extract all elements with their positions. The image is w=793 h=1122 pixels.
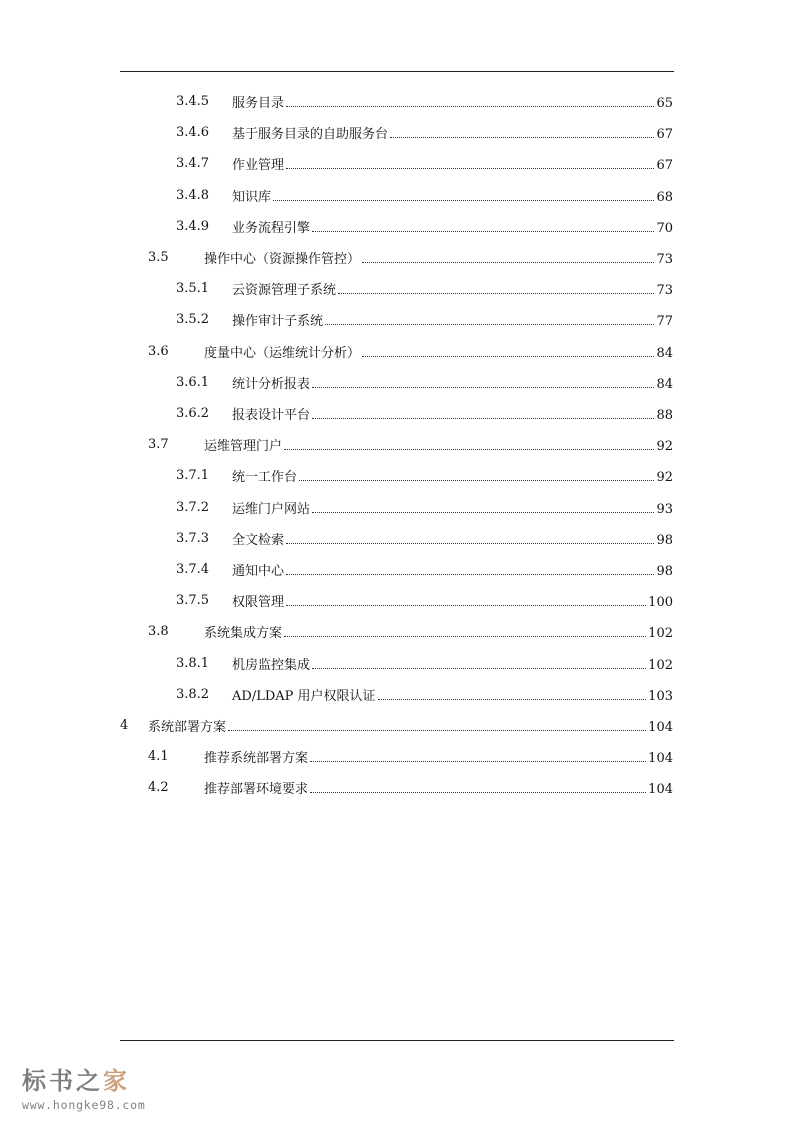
toc-entry-line bbox=[232, 497, 673, 521]
toc-entry-line bbox=[204, 746, 673, 770]
toc-entry-title: 推荐部署环境要求 bbox=[204, 782, 309, 798]
toc-entry-title: 云资源管理子系统 bbox=[232, 283, 337, 299]
toc-entry-page: 102 bbox=[648, 657, 673, 673]
toc-entry[interactable] bbox=[0, 590, 793, 612]
toc-entry-line bbox=[232, 153, 673, 177]
toc-entry-page: 67 bbox=[656, 127, 673, 143]
toc-entry-page: 73 bbox=[656, 252, 673, 267]
toc-leader-dots bbox=[312, 497, 654, 513]
toc-entry-number: 3.6 bbox=[148, 343, 169, 359]
toc-entry[interactable] bbox=[0, 309, 793, 331]
toc-entry-title: 知识库 bbox=[232, 189, 272, 205]
toc-entry-number: 3.7.2 bbox=[176, 499, 210, 515]
toc-entry-line bbox=[232, 528, 673, 552]
toc-entry-number: 3.5 bbox=[148, 250, 169, 265]
toc-entry-number: 3.7.4 bbox=[176, 562, 210, 577]
toc-leader-dots bbox=[228, 715, 646, 731]
toc-entry-line bbox=[204, 621, 673, 645]
toc-entry[interactable] bbox=[0, 278, 793, 300]
toc-entry[interactable] bbox=[0, 715, 793, 737]
toc-entry-number: 4.2 bbox=[148, 780, 169, 796]
toc-entry-number: 3.7.1 bbox=[176, 468, 210, 484]
toc-entry-title: 机房监控集成 bbox=[232, 657, 311, 673]
toc-entry[interactable] bbox=[0, 153, 793, 175]
toc-entry-title: 统计分析报表 bbox=[232, 376, 311, 392]
toc-entry-page: 92 bbox=[656, 439, 673, 455]
toc-entry-title: 报表设计平台 bbox=[232, 408, 311, 423]
toc-leader-dots bbox=[286, 528, 654, 544]
toc-entry-line bbox=[204, 341, 673, 365]
toc-entry[interactable] bbox=[0, 372, 793, 394]
toc-leader-dots bbox=[312, 216, 654, 232]
toc-entry-number: 4 bbox=[120, 718, 129, 733]
toc-entry-page: 88 bbox=[656, 408, 673, 423]
toc-entry-number: 3.4.5 bbox=[176, 94, 210, 109]
toc-entry-line bbox=[232, 465, 673, 489]
toc-entry-page: 73 bbox=[656, 283, 673, 299]
toc-entry-number: 3.7.3 bbox=[176, 530, 210, 546]
toc-leader-dots bbox=[310, 777, 646, 793]
toc-entry[interactable] bbox=[0, 746, 793, 768]
toc-entry-number: 3.4.6 bbox=[176, 125, 210, 141]
toc-entry-title: 全文检索 bbox=[232, 532, 285, 548]
toc-entry-page: 77 bbox=[656, 314, 673, 330]
watermark-logo bbox=[22, 1067, 146, 1112]
toc-entry[interactable] bbox=[0, 91, 793, 113]
toc-entry-page: 104 bbox=[648, 782, 673, 798]
toc-leader-dots bbox=[286, 91, 654, 107]
toc-entry-title: 系统集成方案 bbox=[204, 626, 283, 642]
toc-entry[interactable] bbox=[0, 653, 793, 675]
toc-leader-dots bbox=[299, 465, 654, 481]
toc-entry-page: 104 bbox=[648, 751, 673, 767]
toc-entry-line bbox=[232, 185, 673, 209]
toc-entry-line bbox=[232, 309, 673, 333]
toc-entry-number: 3.8 bbox=[148, 624, 169, 640]
footer-rule bbox=[120, 1040, 674, 1041]
toc-entry-title: 基于服务目录的自助服务台 bbox=[232, 127, 389, 143]
toc-entry-line bbox=[204, 247, 673, 271]
toc-entry-line bbox=[204, 434, 673, 458]
toc-entry-page: 102 bbox=[648, 626, 673, 642]
toc-entry-title: 操作审计子系统 bbox=[232, 314, 324, 330]
toc-entry[interactable] bbox=[0, 122, 793, 144]
toc-entry-number: 3.6.1 bbox=[176, 374, 210, 390]
toc-entry[interactable] bbox=[0, 528, 793, 550]
toc-entry[interactable] bbox=[0, 559, 793, 581]
toc-entry[interactable] bbox=[0, 403, 793, 425]
header-rule bbox=[120, 71, 674, 72]
toc-entry-title: 操作中心（资源操作管控） bbox=[204, 252, 361, 267]
toc-leader-dots bbox=[312, 372, 654, 388]
toc-entry-number: 3.4.9 bbox=[176, 218, 210, 234]
toc-entry-line bbox=[232, 653, 673, 677]
toc-entry-number: 3.5.1 bbox=[176, 281, 210, 297]
toc-entry-page: 70 bbox=[656, 220, 673, 236]
toc-entry-line bbox=[232, 590, 673, 614]
toc-leader-dots bbox=[310, 746, 646, 762]
toc-leader-dots bbox=[273, 185, 654, 201]
toc-entry-title: 业务流程引擎 bbox=[232, 220, 311, 236]
toc-entry-page: 68 bbox=[656, 189, 673, 205]
toc-entry[interactable] bbox=[0, 497, 793, 519]
toc-entry-line bbox=[232, 278, 673, 302]
toc-leader-dots bbox=[284, 434, 654, 450]
toc-entry-title: 通知中心 bbox=[232, 564, 285, 579]
toc-entry-page: 103 bbox=[648, 688, 673, 704]
toc-entry-page: 98 bbox=[656, 532, 673, 548]
toc-entry-number: 3.7 bbox=[148, 437, 169, 453]
toc-entry-line bbox=[232, 216, 673, 240]
toc-leader-dots bbox=[286, 590, 646, 606]
toc-entry-line bbox=[232, 403, 673, 427]
toc-entry-title: 运维门户网站 bbox=[232, 501, 311, 517]
toc-entry-number: 3.4.8 bbox=[176, 187, 210, 203]
toc-entry-number: 3.4.7 bbox=[176, 156, 210, 172]
toc-entry-page: 100 bbox=[648, 595, 673, 611]
toc-entry-page: 67 bbox=[656, 158, 673, 174]
toc-entry-line bbox=[232, 91, 673, 115]
toc-entry-title: 推荐系统部署方案 bbox=[204, 751, 309, 767]
toc-leader-dots bbox=[390, 122, 654, 138]
toc-entry[interactable] bbox=[0, 684, 793, 706]
toc-entry[interactable] bbox=[0, 621, 793, 643]
toc-leader-dots bbox=[286, 559, 654, 575]
toc-entry-number: 3.7.5 bbox=[176, 593, 210, 609]
toc-entry-page: 84 bbox=[656, 345, 673, 361]
toc-leader-dots bbox=[325, 309, 654, 325]
toc-entry-title: AD/LDAP 用户权限认证 bbox=[232, 688, 376, 704]
toc-entry-number: 3.5.2 bbox=[176, 312, 210, 328]
toc-entry-title: 运维管理门户 bbox=[204, 439, 283, 455]
toc-leader-dots bbox=[362, 341, 654, 357]
toc-entry-line bbox=[204, 777, 673, 801]
toc-entry[interactable] bbox=[0, 216, 793, 238]
toc-entry-number: 3.8.2 bbox=[176, 686, 210, 702]
toc-leader-dots bbox=[362, 247, 654, 263]
toc-entry-line bbox=[232, 122, 673, 146]
logo-url: www.hongke98.com bbox=[22, 1098, 146, 1112]
toc-entry-number: 3.6.2 bbox=[176, 406, 210, 421]
toc-entry-title: 权限管理 bbox=[232, 595, 285, 611]
toc-entry-line bbox=[232, 372, 673, 396]
toc-entry[interactable] bbox=[0, 777, 793, 799]
toc-entry-line bbox=[232, 559, 673, 583]
toc-leader-dots bbox=[338, 278, 654, 294]
toc-entry-line bbox=[148, 715, 673, 739]
toc-entry-title: 作业管理 bbox=[232, 158, 285, 174]
toc-entry-title: 统一工作台 bbox=[232, 470, 298, 486]
toc-entry[interactable] bbox=[0, 434, 793, 456]
logo-title-accent: 家 bbox=[103, 1067, 130, 1095]
toc-leader-dots bbox=[284, 621, 646, 637]
toc-entry-page: 92 bbox=[656, 470, 673, 486]
toc-entry[interactable] bbox=[0, 185, 793, 207]
toc-leader-dots bbox=[312, 653, 646, 669]
toc-leader-dots bbox=[312, 403, 654, 419]
toc-entry-page: 65 bbox=[656, 96, 673, 111]
toc-entry[interactable] bbox=[0, 465, 793, 487]
logo-title bbox=[22, 1067, 146, 1095]
toc-entry-page: 93 bbox=[656, 501, 673, 517]
toc-entry[interactable] bbox=[0, 341, 793, 363]
toc-entry-title: 系统部署方案 bbox=[148, 720, 227, 735]
toc-leader-dots bbox=[286, 153, 654, 169]
toc-entry-page: 104 bbox=[648, 720, 673, 735]
logo-title-main: 标书之 bbox=[22, 1067, 103, 1095]
toc-entry-number: 3.8.1 bbox=[176, 655, 210, 671]
toc-entry-number: 4.1 bbox=[148, 749, 169, 765]
toc-entry-page: 98 bbox=[656, 564, 673, 579]
toc-entry-title: 度量中心（运维统计分析） bbox=[204, 345, 361, 361]
toc-entry-title: 服务目录 bbox=[232, 96, 285, 111]
toc-leader-dots bbox=[378, 684, 647, 700]
toc-entry-line bbox=[232, 684, 673, 708]
toc-entry[interactable] bbox=[0, 247, 793, 269]
toc-entry-page: 84 bbox=[656, 376, 673, 392]
